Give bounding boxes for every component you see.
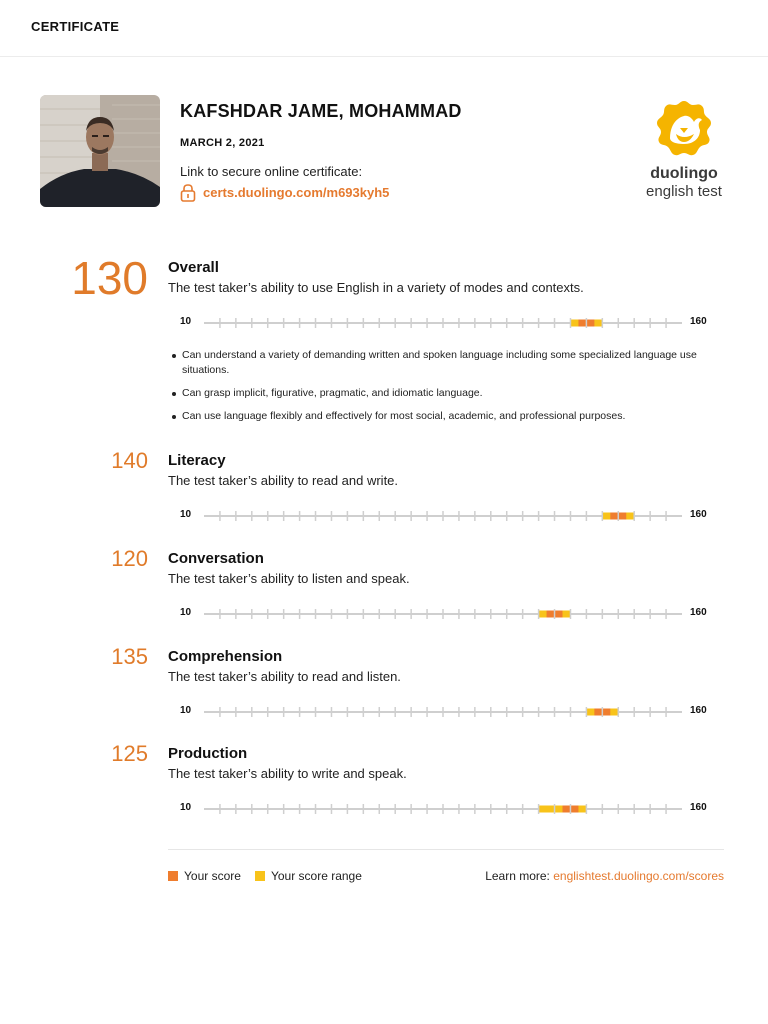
overall-scale-bar — [170, 315, 725, 331]
test-date: MARCH 2, 2021 — [180, 137, 265, 149]
comprehension-scale-bar — [170, 704, 725, 720]
learn-more-label: Learn more: — [485, 869, 550, 883]
scale-min-label: 10 — [180, 802, 192, 813]
literacy-scale — [170, 508, 725, 524]
scale-max-label: 160 — [690, 802, 707, 813]
brand-subtitle: english test — [646, 183, 722, 200]
scale-max-label: 160 — [690, 607, 707, 618]
learn-more — [485, 869, 724, 883]
overall-title: Overall — [168, 259, 219, 276]
overall-score: 130 — [71, 252, 148, 304]
test-taker-name: KAFSHDAR JAME, MOHAMMAD — [180, 101, 462, 121]
literacy-scale-bar — [170, 508, 725, 524]
comprehension-score: 135 — [111, 644, 148, 669]
descriptor-item: Can grasp implicit, figurative, pragmatic, and idiomatic language. — [170, 386, 730, 401]
score-swatch — [168, 871, 178, 881]
overall-descriptors — [170, 348, 730, 432]
scale-min-label: 10 — [180, 509, 192, 520]
legend-score-label: Your score — [184, 869, 241, 883]
production-scale-bar — [170, 801, 725, 817]
certificate-link-row[interactable] — [180, 182, 389, 202]
conversation-score: 120 — [111, 546, 148, 571]
duolingo-logo — [636, 98, 732, 204]
certificate-link-label: Link to secure online certificate: — [180, 164, 363, 179]
production-score: 125 — [111, 741, 148, 766]
conversation-description: The test taker’s ability to listen and speak. — [168, 571, 410, 586]
scale-max-label: 160 — [690, 509, 707, 520]
comprehension-scale — [170, 704, 725, 720]
certificate-label: CERTIFICATE — [31, 19, 120, 34]
literacy-score: 140 — [111, 448, 148, 473]
scale-min-label: 10 — [180, 705, 192, 716]
legend-range — [255, 869, 362, 883]
range-swatch — [255, 871, 265, 881]
conversation-scale-bar — [170, 606, 725, 622]
production-scale — [170, 801, 725, 817]
legend-score — [168, 869, 241, 883]
duolingo-owl-icon — [636, 98, 732, 166]
comprehension-description: The test taker’s ability to read and listen. — [168, 669, 401, 684]
overall-scale — [170, 315, 725, 331]
conversation-scale — [170, 606, 725, 622]
learn-more-link[interactable]: englishtest.duolingo.com/scores — [553, 869, 724, 883]
descriptor-item: Can use language flexibly and effectively for most social, academic, and professional purposes. — [170, 409, 730, 424]
brand-name: duolingo — [650, 165, 718, 182]
scale-min-label: 10 — [180, 607, 192, 618]
descriptor-item: Can understand a variety of demanding written and spoken language including some specialized language use situations. — [170, 348, 730, 378]
literacy-title: Literacy — [168, 452, 226, 469]
overall-description: The test taker’s ability to use English in a variety of modes and contexts. — [168, 280, 584, 295]
production-title: Production — [168, 745, 248, 762]
scale-max-label: 160 — [690, 705, 707, 716]
conversation-title: Conversation — [168, 550, 264, 567]
certificate-link[interactable]: certs.duolingo.com/m693kyh5 — [203, 184, 390, 200]
legend-range-label: Your score range — [270, 869, 362, 883]
legend — [168, 869, 376, 883]
scale-min-label: 10 — [180, 316, 192, 327]
scale-max-label: 160 — [690, 316, 707, 327]
literacy-description: The test taker’s ability to read and write. — [168, 473, 399, 488]
production-description: The test taker’s ability to write and speak. — [168, 766, 407, 781]
test-taker-photo — [40, 95, 160, 207]
lock-icon — [180, 183, 203, 202]
top-bar — [0, 0, 768, 57]
footer-divider — [168, 849, 724, 850]
comprehension-title: Comprehension — [168, 648, 283, 665]
